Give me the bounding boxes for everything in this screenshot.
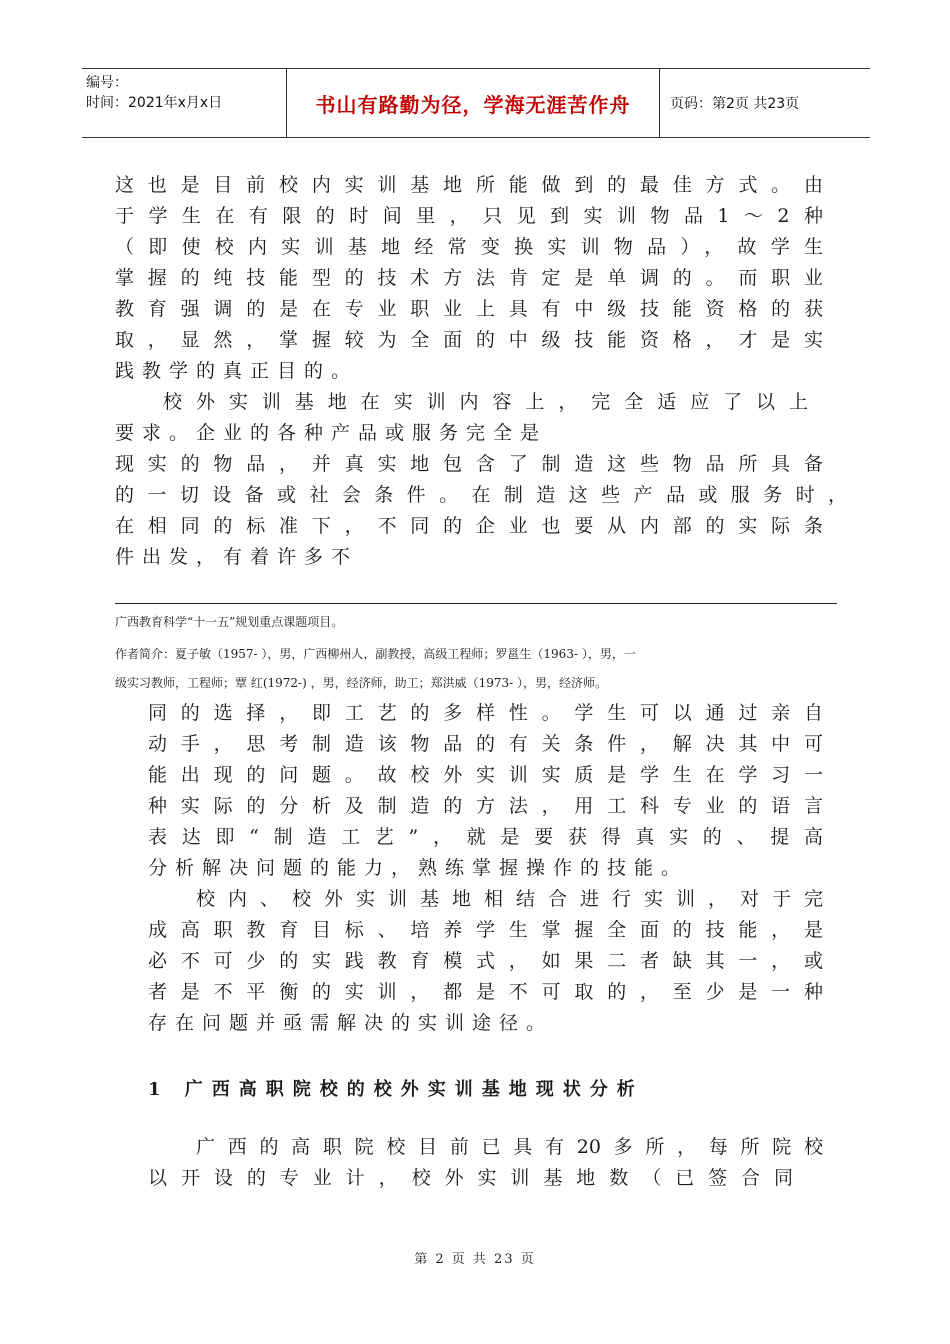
text-line: 件出发，有着许多不 xyxy=(115,546,359,568)
text-line: 校内、校外实训基地相结合进行实训，对于完 xyxy=(196,888,823,910)
text-line: 的一切设备或社会条件。在制造这些产品或服务时， xyxy=(115,484,847,506)
text-line: 表达即“制造工艺”，就是要获得真实的、提高 xyxy=(148,826,823,848)
text-line: 同的选择，即工艺的多样性。学生可以通过亲自 xyxy=(148,702,823,724)
text-line: 在相同的标准下，不同的企业也要从内部的实际条 xyxy=(115,515,823,537)
text-line: 种实际的分析及制造的方法，用工科专业的语言 xyxy=(148,795,823,817)
page-header xyxy=(82,68,870,138)
text-line: 成高职教育目标、培养学生掌握全面的技能，是 xyxy=(148,919,823,941)
text-line: 教育强调的是在专业职业上具有中级技能资格的获 xyxy=(115,298,823,320)
text-line: 动手，思考制造该物品的有关条件，解决其中可 xyxy=(148,733,823,755)
text-line: 于学生在有限的时间里，只见到实训物品1～2种 xyxy=(115,205,823,227)
text-line: 践教学的真正目的。 xyxy=(115,360,359,382)
body-block-2 xyxy=(148,698,823,1039)
footnote-authors: 作者简介：夏子敏（1957- ），男，广西柳州人，副教授，高级工程师；罗邕生（1963- ），男，一 xyxy=(115,647,636,661)
text-line: 存在问题并亟需解决的实训途径。 xyxy=(148,1012,554,1034)
text-line: 取，显然，掌握较为全面的中级技能资格，才是实 xyxy=(115,329,823,351)
body-block-3 xyxy=(148,1132,823,1194)
page-footer: 第 2 页 共 23 页 xyxy=(414,1252,536,1267)
text-line: 掌握的纯技能型的技术方法肯定是单调的。而职业 xyxy=(115,267,823,289)
footnote-project: 广西教育科学“十一五”规划重点课题项目。 xyxy=(115,615,344,629)
text-line: 要求。企业的各种产品或服务完全是 xyxy=(115,422,548,444)
header-page-code: 页码：第2页 共23页 xyxy=(670,96,800,112)
text-line: 必不可少的实践教育模式，如果二者缺其一，或 xyxy=(148,950,823,972)
text-line: 校外实训基地在实训内容上，完全适应了以上 xyxy=(163,391,808,413)
body-block-1 xyxy=(115,170,847,573)
document-number-label: 编号： xyxy=(86,75,128,91)
text-line: 以开设的专业计，校外实训基地数（已签合同 xyxy=(148,1167,793,1189)
text-line: 这也是目前校内实训基地所能做到的最佳方式。由 xyxy=(115,174,823,196)
section-heading: 1 广西高职院校的校外实训基地现状分析 xyxy=(148,1079,644,1100)
text-line: 分析解决问题的能力，熟练掌握操作的技能。 xyxy=(148,857,689,879)
document-date-label: 时间：2021年x月x日 xyxy=(86,95,223,111)
text-line: 广西的高职院校目前已具有20多所，每所院校 xyxy=(196,1136,823,1158)
text-line: （即使校内实训基地经常变换实训物品），故学生 xyxy=(115,236,823,258)
header-motto: 书山有路勤为径，学海无涯苦作舟 xyxy=(286,69,660,137)
text-line: 现实的物品，并真实地包含了制造这些物品所具备 xyxy=(115,453,823,475)
text-line: 能出现的问题。故校外实训实质是学生在学习一 xyxy=(148,764,823,786)
header-meta xyxy=(82,69,286,137)
footnote-divider xyxy=(115,603,837,604)
text-line: 者是不平衡的实训，都是不可取的，至少是一种 xyxy=(148,981,823,1003)
footnote-authors-cont: 级实习教师，工程师；覃 红(1972-) ，男，经济师，助工；郑洪威（1973- ），男，经济师。 xyxy=(115,676,607,690)
